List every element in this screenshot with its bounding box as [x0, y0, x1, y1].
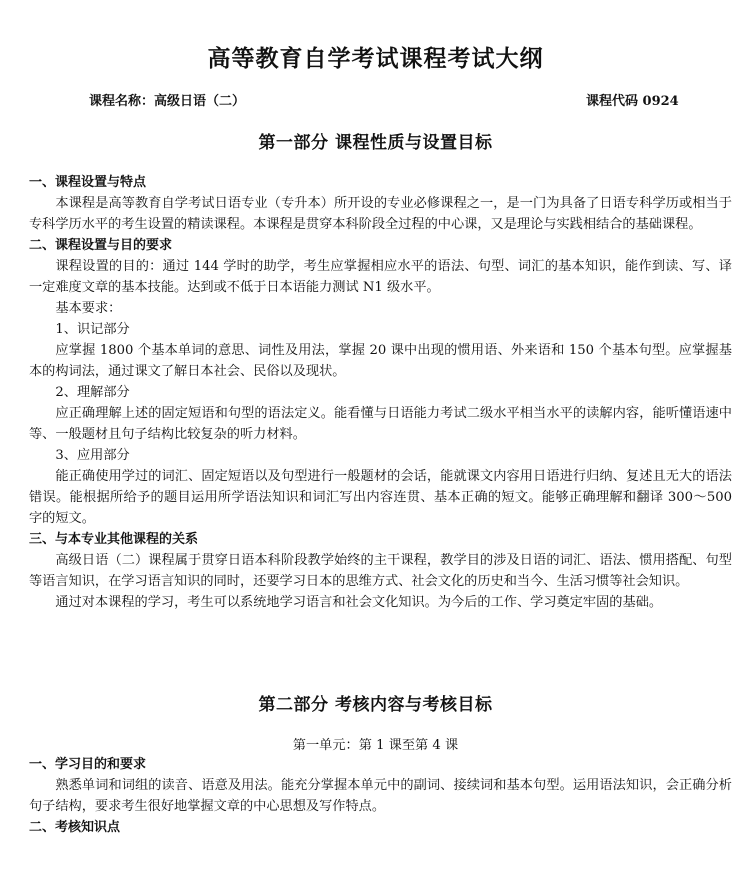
section-heading: 二、考核知识点 — [29, 820, 121, 835]
section-heading: 三、与本专业其他课程的关系 — [29, 532, 199, 547]
paragraph: 熟悉单词和词组的读音、语意及用法。能充分掌握本单元中的副词、接续词和基本句型。运用语法知识，会正确分析句子结构，要求考生很好地掌握文章的中心思想及写作特点。 — [29, 778, 732, 814]
item-heading: 2、理解部分 — [55, 385, 130, 400]
paragraph: 课程设置的目的：通过 144 学时的助学，考生应掌握相应水平的语法、句型、词汇的基本知识，能作到读、写、译一定难度文章的基本技能。达到或不低于日本语能力测试 N1 级水平。 — [29, 259, 732, 295]
item-heading: 3、应用部分 — [55, 448, 130, 463]
paragraph: 通过对本课程的学习，考生可以系统地学习语言和社会文化知识。为今后的工作、学习奠定牢固的基础。 — [55, 595, 663, 610]
paragraph: 本课程是高等教育自学考试日语专业（专升本）所开设的专业必修课程之一，是一门为具备了日语专科学历或相当于专科学历水平的考生设置的精读课程。本课程是贯穿本科阶段全过程的中心课，又是理论与实践相结合的基础课程。 — [29, 196, 732, 232]
section-heading: 二、课程设置与目的要求 — [29, 238, 173, 253]
part2-title: 第二部分 考核内容与考核目标 — [258, 695, 493, 715]
course-name: 课程名称：高级日语（二） — [89, 94, 246, 109]
basic-requirements-label: 基本要求： — [55, 301, 122, 316]
unit-title: 第一单元：第 1 课至第 4 课 — [292, 738, 459, 753]
paragraph: 高级日语（二）课程属于贯穿日语本科阶段教学始终的主干课程，教学目的涉及日语的词汇、语法、惯用搭配、句型等语言知识，在学习语言知识的同时，还要学习日本的思维方式、社会文化的历史和当今、生活习惯等社会知识。 — [29, 553, 732, 589]
paragraph: 应掌握 1800 个基本单词的意思、词性及用法，掌握 20 课中出现的惯用语、外来语和 150 个基本句型。应掌握基本的构词法，通过课文了解日本社会、民俗以及现状。 — [29, 343, 732, 379]
paragraph: 能正确使用学过的词汇、固定短语以及句型进行一般题材的会话，能就课文内容用日语进行归纳、复述且无大的语法错误。能根据所给予的题目运用所学语法知识和词汇写出内容连贯、基本正确的短文。能够正确理解和翻译 300～500 字的短文。 — [29, 469, 732, 526]
part1-title: 第一部分 课程性质与设置目标 — [258, 133, 493, 153]
course-code: 课程代码 0924 — [586, 94, 679, 109]
section-heading: 一、课程设置与特点 — [29, 175, 147, 190]
section-heading: 一、学习目的和要求 — [29, 757, 147, 772]
part2-body — [29, 754, 732, 838]
item-heading: 1、识记部分 — [55, 322, 130, 337]
paragraph: 应正确理解上述的固定短语和句型的语法定义。能看懂与日语能力考试二级水平相当水平的读解内容，能听懂语速中等、一般题材且句子结构比较复杂的听力材料。 — [29, 406, 732, 442]
part1-body — [29, 172, 732, 613]
document-title: 高等教育自学考试课程考试大纲 — [207, 46, 544, 72]
